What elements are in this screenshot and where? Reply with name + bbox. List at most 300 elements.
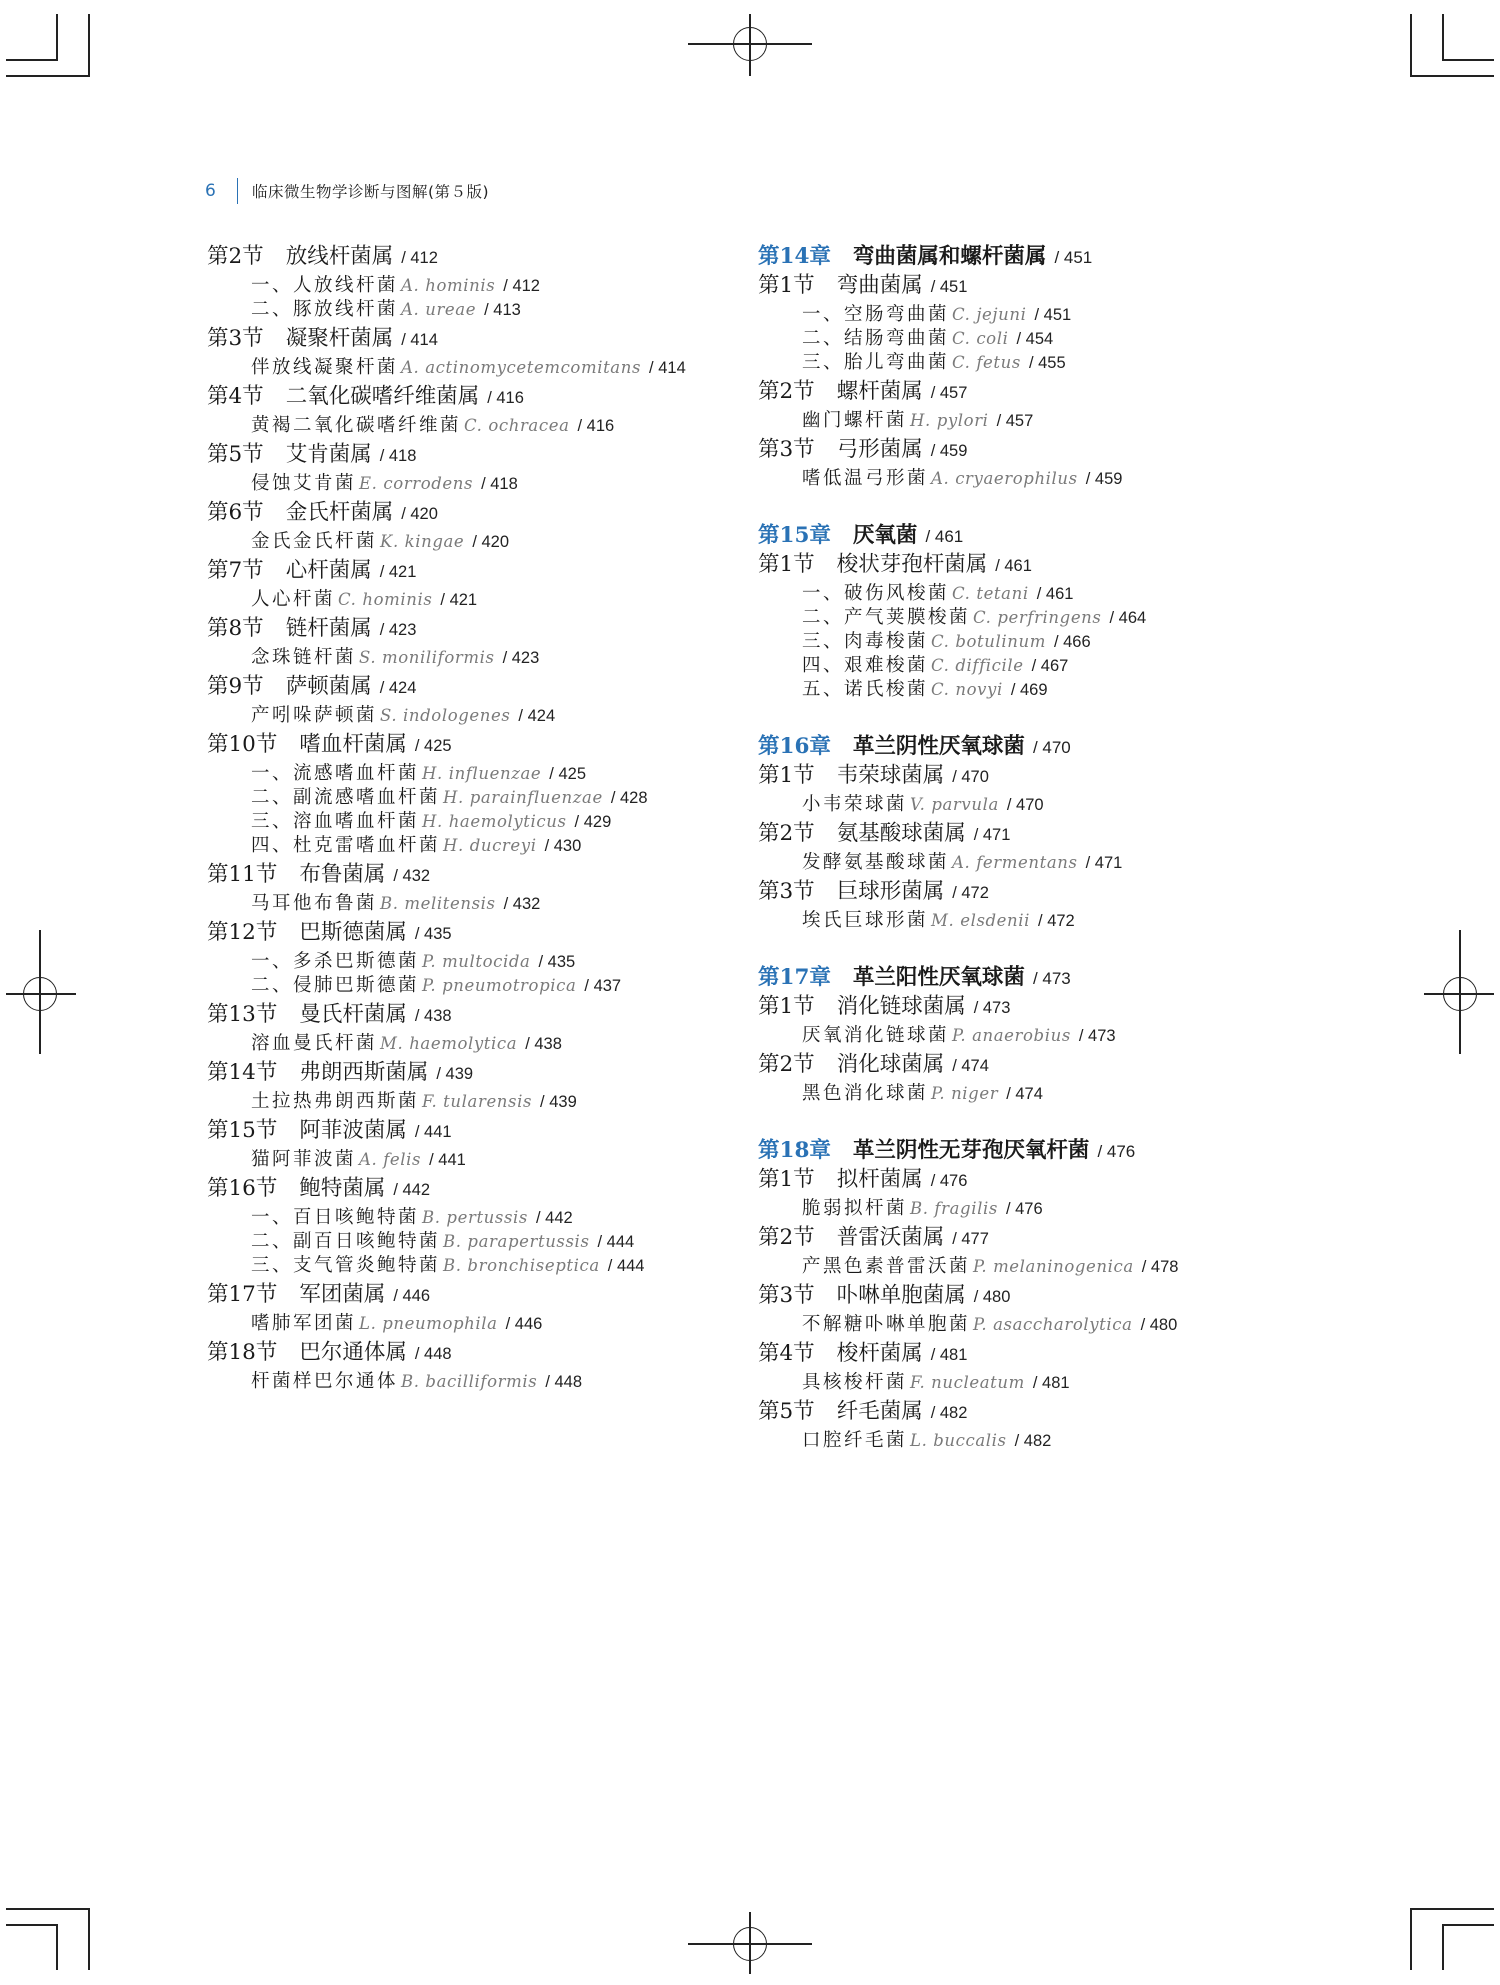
- latin-name: C. perfringens: [973, 608, 1102, 627]
- section-heading: [758, 1227, 989, 1249]
- section-title: 拟杆菌属: [836, 1167, 923, 1192]
- section-number: 第11节: [207, 862, 278, 887]
- section-title: 萨顿菌属: [285, 674, 372, 699]
- page-ref: / 414: [649, 359, 686, 377]
- section-title: 梭杆菌属: [836, 1341, 923, 1366]
- toc-item: [251, 649, 539, 668]
- section-heading: [758, 554, 1032, 576]
- toc-item: [251, 1373, 582, 1392]
- section-heading: [758, 765, 989, 787]
- page-ref: / 459: [930, 442, 968, 460]
- species-name: 杆菌样巴尔通体: [251, 1371, 399, 1392]
- species-name: 黑色消化球菌: [802, 1083, 929, 1104]
- section-number: 第6节: [207, 500, 264, 525]
- toc-item: [802, 796, 1044, 815]
- page-ref: / 432: [393, 867, 431, 885]
- toc-item: [251, 895, 540, 914]
- latin-name: M. haemolytica: [380, 1034, 518, 1053]
- section-number: 第14节: [207, 1060, 278, 1085]
- page-ref: / 451: [930, 278, 968, 296]
- latin-name: A. ureae: [401, 300, 477, 319]
- species-name: 一、破伤风梭菌: [802, 583, 950, 604]
- species-name: 金氏金氏杆菌: [251, 531, 378, 552]
- section-heading: [207, 502, 438, 524]
- toc-item: [802, 1085, 1043, 1104]
- chapter-heading: [758, 1140, 1135, 1162]
- latin-name: S. moniliformis: [359, 648, 495, 667]
- section-title: 嗜血杆菌属: [299, 732, 407, 757]
- section-heading: [758, 1285, 1010, 1307]
- section-number: 第1节: [758, 994, 815, 1019]
- section-heading: [207, 1004, 452, 1026]
- section-number: 第12节: [207, 920, 278, 945]
- header-divider: [237, 178, 238, 204]
- chapter-number: 第14章: [758, 244, 831, 269]
- chapter-title: 革兰阴性厌氧球菌: [852, 734, 1025, 759]
- section-title: 巨球形菌属: [836, 879, 945, 904]
- page-ref: / 461: [925, 527, 964, 546]
- page-ref: / 461: [995, 557, 1032, 575]
- species-name: 发酵氨基酸球菌: [802, 852, 950, 873]
- section-title: 鲍特菌属: [299, 1176, 386, 1201]
- section-heading: [207, 444, 416, 466]
- section-number: 第10节: [207, 732, 278, 757]
- page-ref: / 482: [1014, 1432, 1052, 1450]
- section-heading: [758, 823, 1010, 845]
- latin-name: E. corrodens: [359, 474, 474, 493]
- section-number: 第2节: [207, 244, 264, 269]
- page-ref: / 446: [505, 1315, 543, 1333]
- species-name: 溶血曼氏杆菌: [251, 1033, 378, 1054]
- page-ref: / 478: [1141, 1258, 1179, 1276]
- species-name: 马耳他布鲁菌: [251, 893, 378, 914]
- section-number: 第13节: [207, 1002, 278, 1027]
- species-name: 念珠链杆菌: [251, 647, 357, 668]
- section-title: 消化链球菌属: [836, 994, 966, 1019]
- section-number: 第3节: [207, 326, 264, 351]
- toc-item: [251, 1257, 644, 1276]
- section-number: 第3节: [758, 437, 815, 462]
- page-ref: / 425: [414, 737, 452, 755]
- latin-name: L. pneumophila: [359, 1314, 498, 1333]
- page-ref: / 470: [952, 768, 989, 786]
- toc-item: [802, 912, 1075, 931]
- species-name: 人心杆菌: [251, 589, 336, 610]
- toc-item: [802, 681, 1048, 700]
- latin-name: A. actinomycetemcomitans: [401, 358, 642, 377]
- page-ref: / 469: [1010, 681, 1048, 699]
- page-ref: / 454: [1016, 330, 1054, 348]
- toc-item: [802, 1027, 1116, 1046]
- toc-item: [802, 330, 1053, 349]
- species-name: 三、肉毒梭菌: [802, 631, 929, 652]
- section-number: 第15节: [207, 1118, 278, 1143]
- toc-item: [251, 417, 614, 436]
- page-ref: / 457: [996, 412, 1034, 430]
- page-ref: / 473: [1032, 969, 1071, 988]
- latin-name: K. kingae: [380, 532, 465, 551]
- page-ref: / 471: [973, 826, 1011, 844]
- page-ref: / 438: [525, 1035, 562, 1053]
- page-ref: / 466: [1053, 633, 1091, 651]
- section-number: 第8节: [207, 616, 264, 641]
- latin-name: B. bronchiseptica: [443, 1256, 600, 1275]
- page-ref: / 481: [1032, 1374, 1070, 1392]
- chapter-number: 第18章: [758, 1138, 831, 1163]
- section-heading: [758, 1169, 967, 1191]
- latin-name: B. parapertussis: [443, 1232, 590, 1251]
- page-ref: / 482: [930, 1404, 968, 1422]
- section-heading: [207, 246, 438, 268]
- page-ref: / 446: [393, 1287, 431, 1305]
- toc-item: [251, 277, 540, 296]
- page-number: 6: [205, 181, 216, 201]
- section-number: 第4节: [207, 384, 264, 409]
- toc-item: [802, 1432, 1051, 1451]
- page-ref: / 435: [414, 925, 452, 943]
- chapter-heading: [758, 246, 1092, 268]
- section-heading: [207, 864, 430, 886]
- section-title: 艾肯菌属: [285, 442, 372, 467]
- page-ref: / 414: [401, 331, 438, 349]
- toc-item: [251, 813, 611, 832]
- species-name: 二、侵肺巴斯德菌: [251, 975, 420, 996]
- toc-item: [802, 657, 1068, 676]
- section-heading: [207, 560, 416, 582]
- latin-name: H. parainfluenzae: [443, 788, 603, 807]
- page-ref: / 467: [1031, 657, 1069, 675]
- species-name: 嗜低温弓形菌: [802, 468, 929, 489]
- toc-item: [802, 1316, 1177, 1335]
- latin-name: H. haemolyticus: [422, 812, 567, 831]
- page-ref: / 418: [481, 475, 518, 493]
- section-number: 第2节: [758, 821, 815, 846]
- page-ref: / 480: [1140, 1316, 1178, 1334]
- page-ref: / 423: [502, 649, 540, 667]
- species-name: 黄褐二氧化碳嗜纤维菌: [251, 415, 462, 436]
- section-title: 氨基酸球菌属: [836, 821, 966, 846]
- section-title: 二氧化碳嗜纤维菌属: [285, 384, 480, 409]
- latin-name: P. multocida: [422, 952, 531, 971]
- species-name: 一、多杀巴斯德菌: [251, 951, 420, 972]
- page-ref: / 420: [472, 533, 510, 551]
- section-number: 第2节: [758, 379, 815, 404]
- species-name: 伴放线凝聚杆菌: [251, 357, 399, 378]
- toc-item: [802, 633, 1091, 652]
- section-number: 第3节: [758, 879, 815, 904]
- chapter-heading: [758, 967, 1071, 989]
- section-title: 心杆菌属: [285, 558, 372, 583]
- chapter-title: 革兰阳性厌氧球菌: [852, 965, 1025, 990]
- species-name: 嗜肺军团菌: [251, 1313, 357, 1334]
- section-heading: [207, 1120, 452, 1142]
- page-ref: / 448: [414, 1345, 452, 1363]
- page-ref: / 424: [379, 679, 417, 697]
- section-heading: [758, 381, 967, 403]
- section-number: 第18节: [207, 1340, 278, 1365]
- latin-name: C. fetus: [952, 353, 1021, 372]
- species-name: 土拉热弗朗西斯菌: [251, 1091, 420, 1112]
- toc-item: [251, 475, 518, 494]
- section-heading: [207, 1062, 473, 1084]
- section-title: 巴斯德菌属: [299, 920, 407, 945]
- page-ref: / 476: [930, 1172, 968, 1190]
- section-title: 弗朗西斯菌属: [299, 1060, 429, 1085]
- toc-item: [802, 854, 1122, 873]
- species-name: 二、产气荚膜梭菌: [802, 607, 971, 628]
- page-ref: / 459: [1085, 470, 1123, 488]
- species-name: 厌氧消化链球菌: [802, 1025, 950, 1046]
- toc-item: [802, 470, 1122, 489]
- page-ref: / 439: [436, 1065, 474, 1083]
- page-ref: / 476: [1005, 1200, 1043, 1218]
- section-heading: [207, 1284, 430, 1306]
- species-name: 四、艰难梭菌: [802, 655, 929, 676]
- section-title: 螺杆菌属: [836, 379, 923, 404]
- page-ref: / 473: [1078, 1027, 1116, 1045]
- page-ref: / 451: [1034, 306, 1072, 324]
- latin-name: H. pylori: [910, 411, 989, 430]
- toc-item: [251, 359, 686, 378]
- page-ref: / 448: [545, 1373, 583, 1391]
- page-ref: / 464: [1109, 609, 1147, 627]
- species-name: 一、流感嗜血杆菌: [251, 763, 420, 784]
- page-ref: / 473: [973, 999, 1011, 1017]
- latin-name: F. tularensis: [422, 1092, 533, 1111]
- page-ref: / 441: [414, 1123, 452, 1141]
- section-number: 第9节: [207, 674, 264, 699]
- page-ref: / 429: [574, 813, 612, 831]
- section-title: 巴尔通体属: [299, 1340, 407, 1365]
- latin-name: C. difficile: [931, 656, 1024, 675]
- section-number: 第1节: [758, 1167, 815, 1192]
- species-name: 五、诺氏梭菌: [802, 679, 929, 700]
- section-heading: [758, 1343, 967, 1365]
- species-name: 三、支气管炎鲍特菌: [251, 1255, 441, 1276]
- page-ref: / 472: [952, 884, 989, 902]
- toc-item: [251, 707, 555, 726]
- species-name: 二、副百日咳鲍特菌: [251, 1231, 441, 1252]
- latin-name: P. pneumotropica: [422, 976, 577, 995]
- latin-name: C. ochracea: [464, 416, 570, 435]
- section-heading: [758, 439, 967, 461]
- toc-item: [802, 306, 1071, 325]
- section-number: 第1节: [758, 552, 815, 577]
- toc-item: [251, 1035, 562, 1054]
- section-heading: [758, 996, 1010, 1018]
- page-ref: / 444: [597, 1233, 635, 1251]
- book-title: 临床微生物学诊断与图解(第５版): [252, 183, 490, 201]
- page-ref: / 439: [540, 1093, 577, 1111]
- section-heading: [758, 275, 967, 297]
- section-number: 第3节: [758, 1283, 815, 1308]
- page-ref: / 461: [1036, 585, 1074, 603]
- chapter-number: 第17章: [758, 965, 831, 990]
- page-ref: / 421: [379, 563, 417, 581]
- species-name: 产黑色素普雷沃菌: [802, 1256, 971, 1277]
- page-ref: / 481: [930, 1346, 968, 1364]
- section-heading: [207, 386, 524, 408]
- latin-name: C. tetani: [952, 584, 1029, 603]
- species-name: 二、副流感嗜血杆菌: [251, 787, 441, 808]
- toc-item: [802, 585, 1073, 604]
- chapter-number: 第15章: [758, 523, 831, 548]
- toc-item: [802, 609, 1146, 628]
- species-name: 三、胎儿弯曲菌: [802, 352, 950, 373]
- page-ref: / 442: [535, 1209, 573, 1227]
- section-heading: [207, 618, 416, 640]
- toc-item: [251, 1093, 577, 1112]
- page-ref: / 418: [379, 447, 417, 465]
- page-ref: / 428: [610, 789, 648, 807]
- toc-item: [802, 1200, 1043, 1219]
- latin-name: P. melaninogenica: [973, 1257, 1134, 1276]
- latin-name: B. bacilliformis: [401, 1372, 538, 1391]
- section-number: 第1节: [758, 273, 815, 298]
- toc-item: [251, 789, 648, 808]
- species-name: 产吲哚萨顿菌: [251, 705, 378, 726]
- section-title: 纤毛菌属: [836, 1399, 923, 1424]
- page-ref: / 437: [584, 977, 622, 995]
- page-ref: / 412: [503, 277, 540, 295]
- chapter-heading: [758, 525, 963, 547]
- page-ref: / 442: [393, 1181, 431, 1199]
- page-ref: / 480: [973, 1288, 1011, 1306]
- page-ref: / 457: [930, 384, 968, 402]
- page-ref: / 425: [549, 765, 586, 783]
- page-ref: / 413: [484, 301, 521, 319]
- section-number: 第17节: [207, 1282, 278, 1307]
- toc-item: [251, 1315, 542, 1334]
- page-ref: / 438: [414, 1007, 452, 1025]
- latin-name: M. elsdenii: [931, 911, 1031, 930]
- latin-name: B. fragilis: [910, 1199, 998, 1218]
- toc-item: [802, 1374, 1070, 1393]
- page-ref: / 421: [440, 591, 478, 609]
- toc-item: [251, 1209, 573, 1228]
- latin-name: B. pertussis: [422, 1208, 528, 1227]
- section-title: 军团菌属: [299, 1282, 386, 1307]
- section-number: 第2节: [758, 1052, 815, 1077]
- page-ref: / 474: [952, 1057, 989, 1075]
- page-ref: / 420: [401, 505, 438, 523]
- latin-name: C. novyi: [931, 680, 1003, 699]
- page-ref: / 444: [607, 1257, 645, 1275]
- chapter-heading: [758, 736, 1071, 758]
- species-name: 具核梭杆菌: [802, 1372, 908, 1393]
- latin-name: V. parvula: [910, 795, 999, 814]
- latin-name: C. hominis: [338, 590, 433, 609]
- section-number: 第4节: [758, 1341, 815, 1366]
- page-ref: / 474: [1006, 1085, 1043, 1103]
- page-ref: / 455: [1028, 354, 1066, 372]
- section-title: 凝聚杆菌属: [285, 326, 394, 351]
- page-ref: / 441: [429, 1151, 466, 1169]
- latin-name: A. fermentans: [952, 853, 1078, 872]
- section-title: 曼氏杆菌属: [299, 1002, 407, 1027]
- section-title: 卟啉单胞菌属: [836, 1283, 966, 1308]
- section-heading: [207, 922, 452, 944]
- section-heading: [207, 1342, 452, 1364]
- toc-item: [251, 765, 586, 784]
- page-ref: / 472: [1038, 912, 1075, 930]
- species-name: 三、溶血嗜血杆菌: [251, 811, 420, 832]
- latin-name: A. hominis: [401, 276, 496, 295]
- page-ref: / 423: [379, 621, 417, 639]
- section-number: 第1节: [758, 763, 815, 788]
- section-title: 金氏杆菌属: [285, 500, 394, 525]
- species-name: 猫阿菲波菌: [251, 1149, 357, 1170]
- species-name: 幽门螺杆菌: [802, 410, 908, 431]
- chapter-title: 革兰阴性无芽孢厌氧杆菌: [852, 1138, 1090, 1163]
- toc-item: [802, 412, 1033, 431]
- page-ref: / 471: [1085, 854, 1123, 872]
- running-header: [205, 176, 489, 206]
- page-ref: / 432: [503, 895, 541, 913]
- species-name: 一、人放线杆菌: [251, 275, 399, 296]
- section-title: 普雷沃菌属: [836, 1225, 945, 1250]
- page-ref: / 412: [401, 249, 438, 267]
- page-ref: / 424: [518, 707, 556, 725]
- species-name: 口腔纤毛菌: [802, 1430, 908, 1451]
- section-heading: [207, 734, 452, 756]
- species-name: 不解糖卟啉单胞菌: [802, 1314, 971, 1335]
- section-heading: [207, 328, 438, 350]
- section-number: 第7节: [207, 558, 264, 583]
- latin-name: C. botulinum: [931, 632, 1046, 651]
- toc-item: [251, 301, 521, 320]
- species-name: 一、空肠弯曲菌: [802, 304, 950, 325]
- latin-name: P. anaerobius: [952, 1026, 1071, 1045]
- section-number: 第5节: [758, 1399, 815, 1424]
- toc-item: [251, 977, 621, 996]
- species-name: 小韦荣球菌: [802, 794, 908, 815]
- page-ref: / 416: [487, 389, 524, 407]
- latin-name: F. nucleatum: [910, 1373, 1025, 1392]
- latin-name: P. niger: [931, 1084, 999, 1103]
- latin-name: S. indologenes: [380, 706, 511, 725]
- page-ref: / 477: [952, 1230, 989, 1248]
- latin-name: A. cryaerophilus: [931, 469, 1078, 488]
- page-ref: / 470: [1032, 738, 1071, 757]
- section-heading: [758, 1054, 989, 1076]
- species-name: 埃氏巨球形菌: [802, 910, 929, 931]
- species-name: 二、结肠弯曲菌: [802, 328, 950, 349]
- page-ref: / 435: [538, 953, 576, 971]
- toc-item: [802, 354, 1066, 373]
- toc-item: [251, 1233, 634, 1252]
- latin-name: P. asaccharolytica: [973, 1315, 1133, 1334]
- section-title: 布鲁菌属: [299, 862, 386, 887]
- latin-name: C. jejuni: [952, 305, 1027, 324]
- latin-name: A. felis: [359, 1150, 422, 1169]
- section-number: 第16节: [207, 1176, 278, 1201]
- section-heading: [207, 1178, 430, 1200]
- section-heading: [758, 881, 989, 903]
- section-heading: [758, 1401, 967, 1423]
- toc-item: [251, 591, 477, 610]
- section-title: 弓形菌属: [836, 437, 923, 462]
- page-ref: / 416: [577, 417, 615, 435]
- chapter-title: 弯曲菌属和螺杆菌属: [852, 244, 1047, 269]
- page-ref: / 430: [544, 837, 582, 855]
- toc-item: [251, 1151, 466, 1170]
- chapter-title: 厌氧菌: [852, 523, 918, 548]
- species-name: 二、豚放线杆菌: [251, 299, 399, 320]
- section-title: 阿菲波菌属: [299, 1118, 407, 1143]
- species-name: 脆弱拟杆菌: [802, 1198, 908, 1219]
- chapter-number: 第16章: [758, 734, 831, 759]
